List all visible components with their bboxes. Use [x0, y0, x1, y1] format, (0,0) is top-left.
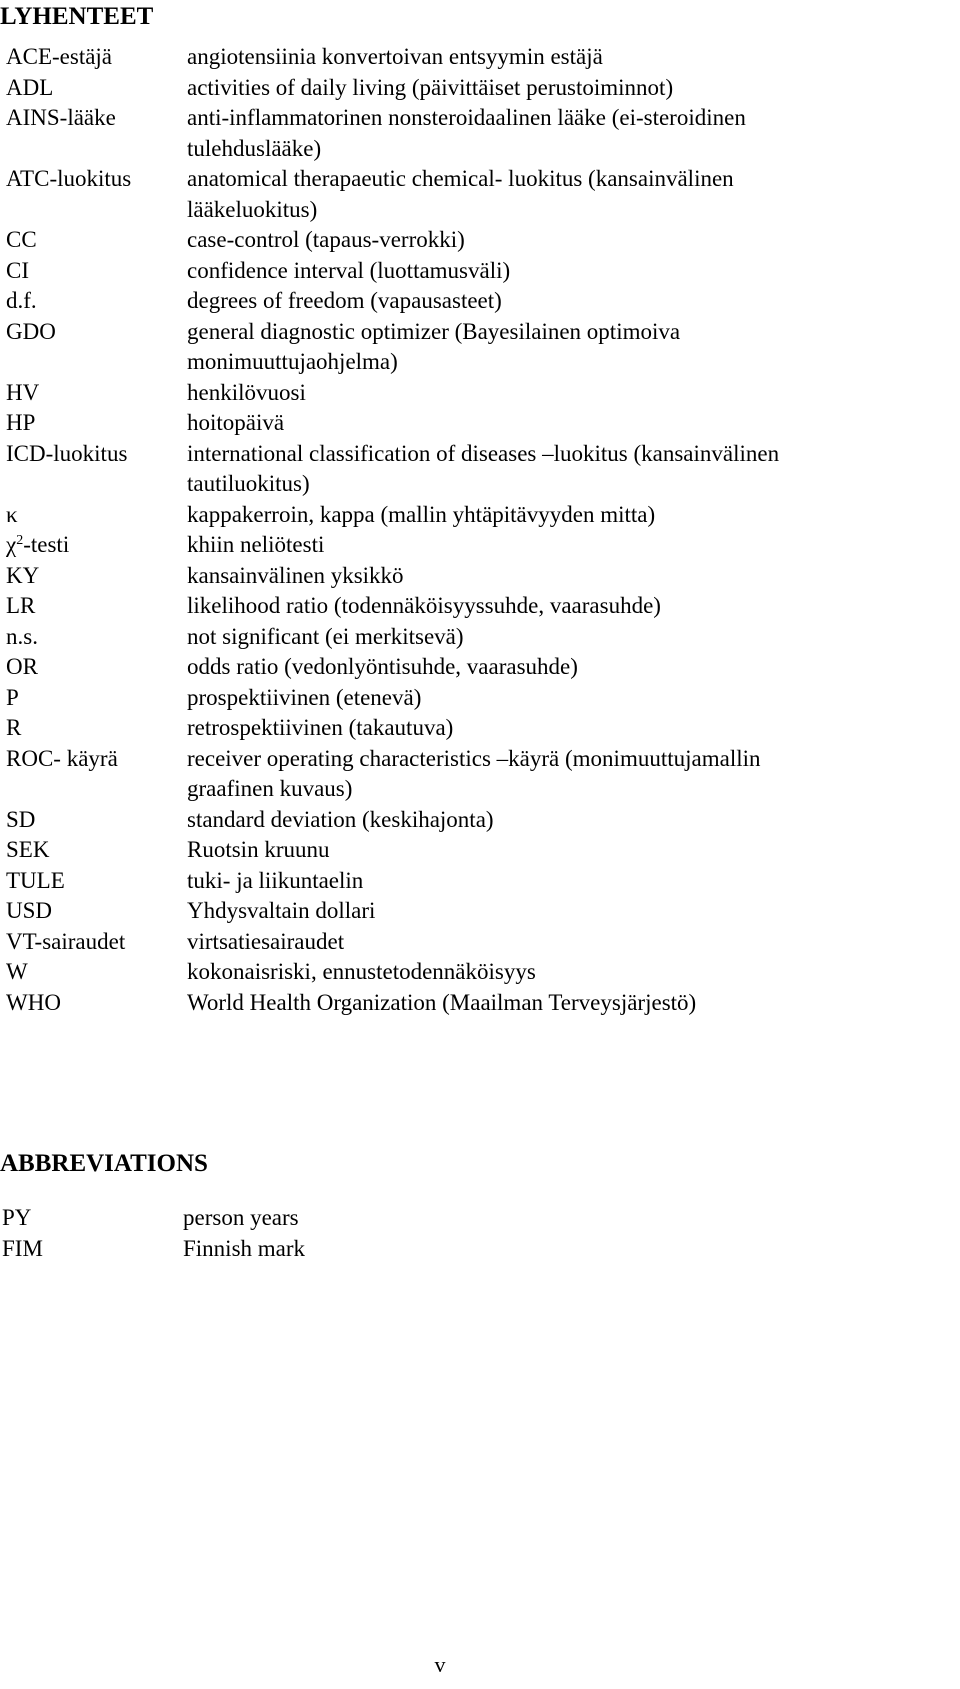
- definition-line: odds ratio (vedonlyöntisuhde, vaarasuhde): [187, 654, 578, 679]
- abbreviation-entry: [6, 561, 956, 592]
- abbreviation-term: [6, 225, 187, 256]
- term-superscript: 2: [16, 533, 24, 548]
- abbreviation-definition: [183, 1203, 952, 1234]
- page-number: v: [434, 1652, 446, 1677]
- term-text: W: [6, 959, 28, 984]
- abbreviation-definition: [187, 866, 956, 897]
- abbreviation-entry: [6, 744, 956, 805]
- abbreviation-entry: [2, 1203, 952, 1234]
- abbreviation-entry: [6, 103, 956, 164]
- term-text: ACE-estäjä: [6, 44, 113, 69]
- abbreviation-definition: [187, 927, 956, 958]
- abbreviation-entry: [6, 73, 956, 104]
- abbreviation-entry: [6, 957, 956, 988]
- definition-line: Finnish mark: [183, 1235, 306, 1261]
- term-text: SD: [6, 806, 36, 832]
- abbreviation-term: [6, 927, 187, 958]
- abbreviation-entry: [6, 378, 956, 409]
- abbreviation-entry: [6, 988, 956, 1019]
- abbreviation-entry: [6, 286, 956, 317]
- abbreviation-entry: [6, 927, 956, 958]
- abbreviation-entry: [6, 713, 956, 744]
- definition-line: person years: [183, 1205, 299, 1230]
- definition-line: retrospektiivinen (takautuva): [187, 715, 454, 740]
- abbreviation-term: [6, 317, 187, 378]
- abbreviation-definition: [187, 73, 956, 104]
- term-text: FIM: [2, 1235, 43, 1261]
- definition-line: general diagnostic optimizer (Bayesilainen optimoiva: [187, 318, 681, 344]
- section-heading-lyhenteet: LYHENTEET: [0, 3, 154, 30]
- abbreviation-term: [6, 500, 187, 531]
- abbreviation-definition: [187, 164, 956, 225]
- abbreviation-term: [6, 866, 187, 897]
- definition-line: henkilövuosi: [187, 379, 306, 405]
- abbreviation-entry: [6, 164, 956, 225]
- term-text: n.s.: [6, 623, 38, 649]
- definition-line: tuki- ja liikuntaelin: [187, 867, 364, 893]
- term-text: χ: [6, 532, 17, 557]
- term-text: HV: [6, 379, 40, 405]
- term-text: PY: [2, 1205, 32, 1230]
- abbreviation-term: [6, 286, 187, 317]
- term-text: LR: [6, 593, 36, 618]
- abbreviation-term: [2, 1203, 183, 1234]
- abbreviation-term: [6, 591, 187, 622]
- term-text: d.f.: [6, 288, 37, 313]
- abbreviation-entry: [6, 652, 956, 683]
- abbreviation-term: [6, 896, 187, 927]
- term-text: ICD-luokitus: [6, 440, 128, 466]
- abbreviation-definition: [187, 896, 956, 927]
- abbreviation-definition: [187, 378, 956, 409]
- definition-line: kokonaisriski, ennustetodennäköisyys: [187, 959, 536, 984]
- term-text: P: [6, 684, 19, 710]
- term-text: USD: [6, 898, 53, 923]
- abbreviation-definition: [187, 225, 956, 256]
- abbreviation-definition: [187, 439, 956, 500]
- abbreviation-entry: [6, 683, 956, 714]
- definition-line: tulehduslääke): [187, 135, 322, 161]
- abbreviation-entry: [6, 225, 956, 256]
- abbreviation-definition: [187, 835, 956, 866]
- definition-line: activities of daily living (päivittäiset perustoiminnot): [187, 74, 674, 100]
- definition-line: Yhdysvaltain dollari: [187, 898, 376, 923]
- abbreviation-entry: [6, 439, 956, 500]
- abbreviation-definition: [187, 256, 956, 287]
- term-text: AINS-lääke: [6, 105, 116, 130]
- definition-line: international classification of diseases –luokitus (kansainvälinen: [187, 440, 780, 466]
- definition-line: standard deviation (keskihajonta): [187, 806, 494, 832]
- abbreviation-term: [6, 164, 187, 225]
- abbreviation-entry: [6, 408, 956, 439]
- definition-line: Ruotsin kruunu: [187, 837, 330, 862]
- definition-line: prospektiivinen (etenevä): [187, 684, 422, 710]
- abbreviation-term: [6, 103, 187, 164]
- definition-line: confidence interval (luottamusväli): [187, 257, 511, 283]
- abbreviation-entry: [2, 1234, 952, 1265]
- abbreviation-entry: [6, 42, 956, 73]
- definition-line: tautiluokitus): [187, 471, 310, 496]
- abbreviations-list: [2, 1203, 952, 1264]
- abbreviation-term: [2, 1234, 183, 1265]
- term-text: TULE: [6, 867, 65, 893]
- definition-line: graafinen kuvaus): [187, 776, 353, 801]
- term-text: SEK: [6, 837, 50, 862]
- abbreviation-term: [6, 530, 187, 561]
- definition-line: anatomical therapaeutic chemical- luokitus (kansainvälinen: [187, 166, 734, 191]
- abbreviation-term: [6, 73, 187, 104]
- abbreviation-term: [6, 835, 187, 866]
- abbreviation-definition: [187, 805, 956, 836]
- term-text: KY: [6, 562, 40, 588]
- abbreviation-definition: [187, 652, 956, 683]
- abbreviation-term: [6, 42, 187, 73]
- term-text: κ: [6, 501, 18, 527]
- abbreviation-definition: [187, 683, 956, 714]
- abbreviation-definition: [183, 1234, 952, 1265]
- abbreviation-definition: [187, 622, 956, 653]
- abbreviation-definition: [187, 317, 956, 378]
- definition-line: likelihood ratio (todennäköisyyssuhde, vaarasuhde): [187, 593, 661, 618]
- definition-line: monimuuttujaohjelma): [187, 349, 398, 374]
- abbreviation-term: [6, 988, 187, 1019]
- definition-line: receiver operating characteristics –käyrä (monimuuttujamallin: [187, 745, 761, 771]
- definition-line: not significant (ei merkitsevä): [187, 623, 464, 649]
- abbreviation-entry: [6, 835, 956, 866]
- abbreviation-definition: [187, 744, 956, 805]
- abbreviation-entry: [6, 805, 956, 836]
- abbreviation-entry: [6, 500, 956, 531]
- abbreviation-definition: [187, 561, 956, 592]
- definition-line: kansainvälinen yksikkö: [187, 562, 404, 588]
- term-text: R: [6, 715, 22, 740]
- abbreviation-term: [6, 439, 187, 500]
- abbreviation-definition: [187, 500, 956, 531]
- abbreviation-entry: [6, 591, 956, 622]
- definition-line: virtsatiesairaudet: [187, 928, 345, 954]
- abbreviation-definition: [187, 957, 956, 988]
- abbreviation-entry: [6, 866, 956, 897]
- abbreviation-term: [6, 652, 187, 683]
- abbreviation-term: [6, 744, 187, 805]
- definition-line: case-control (tapaus-verrokki): [187, 227, 465, 252]
- abbreviation-definition: [187, 408, 956, 439]
- term-text: CC: [6, 227, 37, 252]
- abbreviation-definition: [187, 530, 956, 561]
- abbreviation-list: [6, 42, 956, 1018]
- definition-line: World Health Organization (Maailman Terveysjärjestö): [187, 989, 697, 1015]
- definition-line: hoitopäivä: [187, 410, 285, 435]
- term-text: WHO: [6, 989, 61, 1015]
- abbreviation-entry: [6, 622, 956, 653]
- abbreviation-definition: [187, 591, 956, 622]
- term-text: OR: [6, 654, 38, 679]
- abbreviation-term: [6, 683, 187, 714]
- term-text: HP: [6, 410, 36, 435]
- term-text: CI: [6, 257, 29, 283]
- definition-line: angiotensiinia konvertoivan entsyymin estäjä: [187, 44, 603, 69]
- term-text: ROC- käyrä: [6, 745, 118, 771]
- abbreviation-term: [6, 378, 187, 409]
- abbreviation-definition: [187, 286, 956, 317]
- definition-line: degrees of freedom (vapausasteet): [187, 288, 502, 313]
- definition-line: kappakerroin, kappa (mallin yhtäpitävyyden mitta): [187, 501, 656, 527]
- term-text: VT-sairaudet: [6, 928, 126, 954]
- term-suffix: -testi: [23, 532, 70, 557]
- abbreviation-term: [6, 957, 187, 988]
- abbreviation-definition: [187, 713, 956, 744]
- abbreviation-term: [6, 256, 187, 287]
- abbreviation-term: [6, 408, 187, 439]
- abbreviation-term: [6, 561, 187, 592]
- abbreviation-definition: [187, 103, 956, 164]
- abbreviation-entry: [6, 317, 956, 378]
- term-text: ATC-luokitus: [6, 166, 132, 191]
- term-text: ADL: [6, 74, 54, 100]
- abbreviation-term: [6, 622, 187, 653]
- term-text: GDO: [6, 318, 56, 344]
- abbreviation-definition: [187, 42, 956, 73]
- definition-line: lääkeluokitus): [187, 196, 318, 222]
- definition-line: anti-inflammatorinen nonsteroidaalinen lääke (ei-steroidinen: [187, 105, 746, 130]
- abbreviation-entry: [6, 896, 956, 927]
- definition-line: khiin neliötesti: [187, 532, 325, 557]
- abbreviation-definition: [187, 988, 956, 1019]
- abbreviation-term: [6, 805, 187, 836]
- abbreviation-entry: [6, 256, 956, 287]
- abbreviation-entry: [6, 530, 956, 561]
- abbreviation-term: [6, 713, 187, 744]
- section-heading-abbreviations: ABBREVIATIONS: [0, 1150, 208, 1177]
